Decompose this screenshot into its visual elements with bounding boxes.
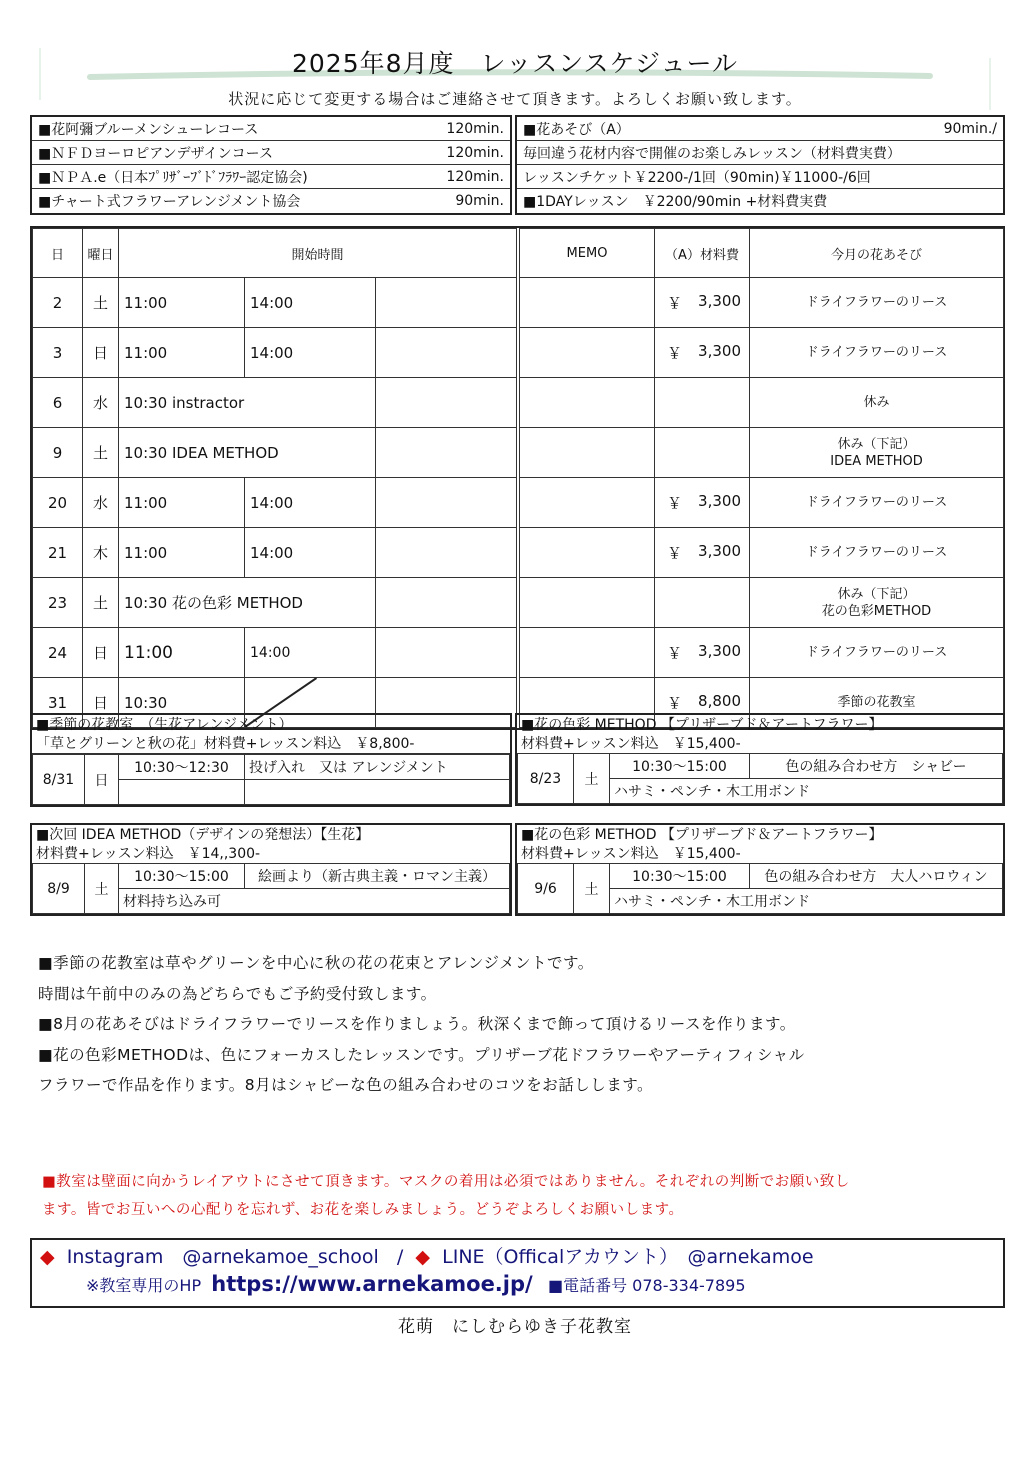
page-subtitle: 状況に応じて変更する場合はご連絡させて頂きます。よろしくお願い致します。 [228, 90, 802, 108]
hana-asobi-desc: 毎回違う花材内容で開催のお楽しみレッスン（材料費実費） [517, 141, 1003, 165]
header-fee: （A）材料費 [655, 229, 750, 278]
table-row: 6 水 10:30 instractor 休み [33, 378, 1004, 428]
event-price: 「草とグリーンと秋の花」材料費+レッスン料込 ￥8,800- [32, 734, 510, 754]
page-title: 2025年8月度 レッスンスケジュール [291, 49, 739, 78]
event-heading: ■花の色彩 METHOD 【プリザーブド＆アートフラワー】 [521, 717, 883, 733]
kisetsu-event-box: ■季節の花教室 （生花アレンジメント） 「草とグリーンと秋の花」材料費+レッスン料込 ￥8,800- 8/31 日 10:30～12:30 投げ入れ 又は アレンジメント [30, 713, 512, 807]
instagram-link[interactable]: Instagram @arnekamoe_school [66, 1246, 379, 1268]
hana-asobi-title: ■花あそび（A） 90min./ [517, 117, 1003, 141]
header-weekday: 曜日 [83, 229, 119, 278]
event-price: 材料費+レッスン料込 ￥15,400- [521, 736, 741, 752]
idea-event-box: ■次回 IDEA METHOD（デザインの発想法）【生花】 材料費+レッスン料込 ￥14,,300- 8/9 土 10:30～15:00 絵画より（新古典主義・ロマン主義） 材料持ち込み可 [30, 823, 512, 916]
header-asobi: 今月の花あそび [750, 229, 1004, 278]
phone-number[interactable]: 078-334-7895 [632, 1276, 746, 1295]
event-heading: ■季節の花教室 （生花アレンジメント） [36, 717, 293, 733]
course-row: ■ＮＦＤヨーロピアンデザインコース 120min. [32, 141, 510, 165]
event-heading: ■花の色彩 METHOD 【プリザーブド＆アートフラワー】 [521, 827, 883, 843]
event-price: 材料費+レッスン料込 ￥14,,300- [36, 846, 261, 862]
header-day: 日 [33, 229, 83, 278]
header-memo: MEMO [520, 229, 655, 278]
notes: ■季節の花教室は草やグリーンを中心に秋の花の花束とアレンジメントです。 時間は午前中のみの為どちらでもご予約受付致します。 ■8月の花あそびはドライフラワーでリースを作りましょう。秋深くまで飾って頂けるリースを作ります。 ■花の色彩METHODは、色にフォーカスしたレッスンです。プリザーブ花ドフラワーやアーティフィシャル フラワーで作品を作ります。8月はシャビーな色の組み合わせのコツをお話しします。 [38, 954, 805, 1094]
important-notice: ■教室は壁面に向かうレイアウトにさせて頂きます。マスクの着用は必須ではありません。それぞれの判断でお願い致し ます。皆でお互いへの心配りを忘れず、お花を楽しみましょう。どうぞよろしくお願いします。 [42, 1174, 850, 1218]
table-row: 20 水 11:00 14:00 ￥ 3,300 ドライフラワーのリース [33, 478, 1004, 528]
header-start-time: 開始時間 [119, 229, 517, 278]
event-price: 材料費+レッスン料込 ￥15,400- [521, 846, 741, 862]
hana-asobi-info [515, 115, 1005, 215]
schedule-table [30, 226, 1005, 730]
table-row: 9 土 10:30 IDEA METHOD 休み（下記） IDEA METHOD [33, 428, 1004, 478]
diamond-icon: ◆ [415, 1246, 431, 1268]
diamond-icon: ◆ [40, 1246, 55, 1268]
course-row: ■チャート式フラワーアレンジメント協会 90min. [38, 193, 504, 210]
course-list [30, 115, 512, 215]
table-row: 2 土 11:00 14:00 ￥ 3,300 ドライフラワーのリース [33, 278, 1004, 328]
table-row: 23 土 10:30 花の色彩 METHOD 休み（下記） 花の色彩METHOD [33, 578, 1004, 628]
table-row: 24 日 11:00 14:00 ￥ 3,300 ドライフラワーのリース [33, 628, 1004, 678]
event-heading: ■次回 IDEA METHOD（デザインの発想法）【生花】 [36, 827, 370, 843]
course-row: ■花阿彌ブルーメンシューレコース 120min. [32, 117, 510, 141]
contact-box: ◆ Instagram @arnekamoe_school / ◆ LINE（Officalアカウント） @arnekamoe ※教室専用のHP https://www.arnekamoe.jp/ ■電話番号 078-334-7895 [30, 1238, 1005, 1308]
table-row: 3 日 11:00 14:00 ￥ 3,300 ドライフラワーのリース [33, 328, 1004, 378]
table-row: 31 日 10:30 ￥ 8,800 季節の花教室 [33, 678, 1004, 728]
homepage-link[interactable]: https://www.arnekamoe.jp/ [211, 1272, 533, 1296]
shikisai-event-box-2: ■花の色彩 METHOD 【プリザーブド＆アートフラワー】 材料費+レッスン料込 ￥15,400- 9/6 土 10:30～15:00 色の組み合わせ方 大人ハロウィン ハサミ・ペンチ・木工用ボンド [515, 823, 1005, 916]
hana-asobi-ticket: レッスンチケット￥2200-/1回（90min)￥11000-/6回 [517, 165, 1003, 189]
hana-asobi-oneday: ■1DAYレッスン ￥2200/90min +材料費実費 [523, 194, 828, 210]
line-link[interactable]: LINE（Officalアカウント） @arnekamoe [442, 1246, 814, 1268]
table-row: 21 木 11:00 14:00 ￥ 3,300 ドライフラワーのリース [33, 528, 1004, 578]
shikisai-event-box-1: ■花の色彩 METHOD 【プリザーブド＆アートフラワー】 材料費+レッスン料込 ￥15,400- 8/23 土 10:30～15:00 色の組み合わせ方 シャビー ハサミ・ペンチ・木工用ボンド [515, 713, 1005, 806]
footer-school-name: 花萌 にしむらゆき子花教室 [398, 1317, 632, 1337]
course-row: ■ＮＰＡ.e（日本ﾌﾟﾘｻﾞｰﾌﾞﾄﾞﾌﾗﾜｰ認定協会) 120min. [32, 165, 510, 189]
